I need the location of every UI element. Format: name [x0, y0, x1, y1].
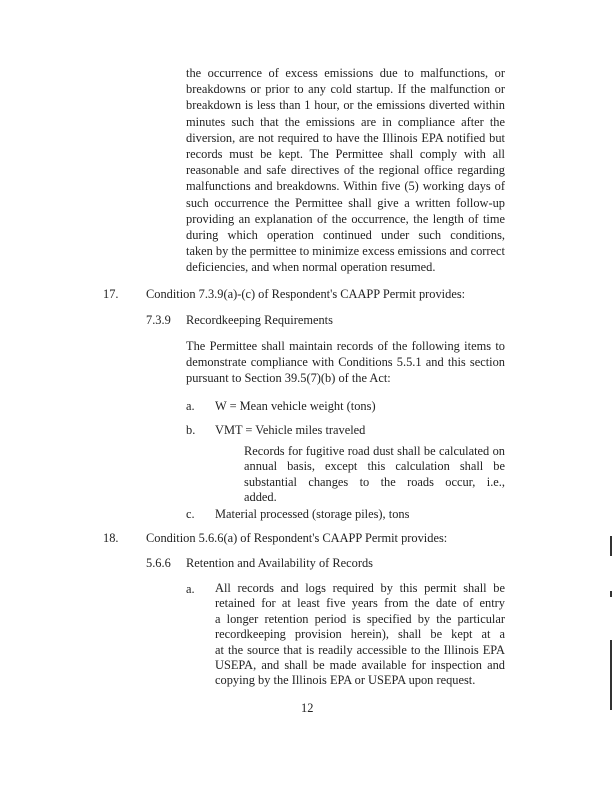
text-line: annual basis, except this calculation shall be — [244, 459, 505, 474]
item-18-number: 18. — [103, 531, 119, 545]
section-739-number: 7.3.9 — [146, 313, 171, 327]
item-c-text: Material processed (storage piles), tons — [215, 507, 410, 521]
section-566-title: Retention and Availability of Records — [186, 556, 373, 570]
retention-paragraph — [215, 581, 505, 689]
text-line: USEPA, and shall be made available for inspection and — [215, 657, 505, 672]
item-a-label: a. — [186, 399, 195, 413]
text-line: demonstrate compliance with Conditions 5.5.1 and this section — [186, 355, 505, 370]
text-line: the occurrence of excess emissions due to malfunctions, or — [186, 66, 505, 80]
text-line: during which operation continued under such conditions, — [186, 227, 505, 242]
text-line: retained for at least five years from the date of entry — [215, 596, 505, 611]
text-line: records must be kept. The Permittee shall comply with all — [186, 146, 505, 161]
text-line: deficiencies, and when normal operation resumed. — [186, 260, 436, 275]
section-739-title: Recordkeeping Requirements — [186, 313, 333, 327]
text-line: copying by the Illinois EPA or USEPA upon request. — [215, 673, 476, 688]
text-line: such occurrence the Permittee shall give a written follow-up — [186, 195, 505, 210]
item-17-number: 17. — [103, 287, 119, 301]
text-line: minutes such that the emissions are in compliance after the — [186, 114, 505, 129]
intro-paragraph — [186, 65, 505, 275]
item-b-text: VMT = Vehicle miles traveled — [215, 423, 366, 437]
text-line: a longer retention period is specified by the particular — [215, 611, 505, 626]
margin-mark — [610, 591, 612, 597]
item-b-label: b. — [186, 423, 196, 437]
page-number: 12 — [301, 701, 314, 715]
section-739-paragraph — [186, 338, 505, 387]
text-line: Records for fugitive road dust shall be calculated on — [244, 444, 505, 458]
text-line: pursuant to Section 39.5(7)(b) of the Act: — [186, 371, 391, 386]
text-line: breakdown is less than 1 hour, or the emissions diverted within — [186, 98, 505, 113]
item-a-text: W = Mean vehicle weight (tons) — [215, 399, 376, 413]
text-line: The Permittee shall maintain records of the following items to — [186, 339, 505, 353]
text-line: providing an explanation of the occurrence, the length of time — [186, 211, 505, 226]
margin-mark — [610, 536, 612, 556]
margin-mark — [610, 640, 612, 710]
item-18a-label: a. — [186, 582, 195, 596]
item-c-label: c. — [186, 507, 195, 521]
text-line: reasonable and safe directives of the regional office regarding — [186, 163, 505, 178]
text-line: at the source that is readily accessible to the Illinois EPA — [215, 642, 505, 657]
text-line: taken by the permittee to minimize excess emissions and correct — [186, 244, 505, 259]
road-dust-note — [244, 444, 505, 506]
text-line: recordkeeping provision herein), shall be kept at a — [215, 627, 505, 642]
text-line: breakdowns or prior to any cold startup. If the malfunction or — [186, 82, 505, 97]
text-line: All records and logs required by this permit shall be — [215, 581, 505, 595]
text-line: added. — [244, 490, 277, 505]
section-566-number: 5.6.6 — [146, 556, 171, 570]
item-18-text: Condition 5.6.6(a) of Respondent's CAAPP Permit provides: — [146, 531, 448, 545]
text-line: diversion, are not required to have the Illinois EPA notified but — [186, 130, 505, 145]
text-line: malfunctions and breakdowns. Within five (5) working days of — [186, 179, 505, 194]
text-line: substantial changes to the roads occur, i.e., — [244, 474, 505, 489]
item-17-text: Condition 7.3.9(a)-(c) of Respondent's CAAPP Permit provides: — [146, 287, 466, 301]
